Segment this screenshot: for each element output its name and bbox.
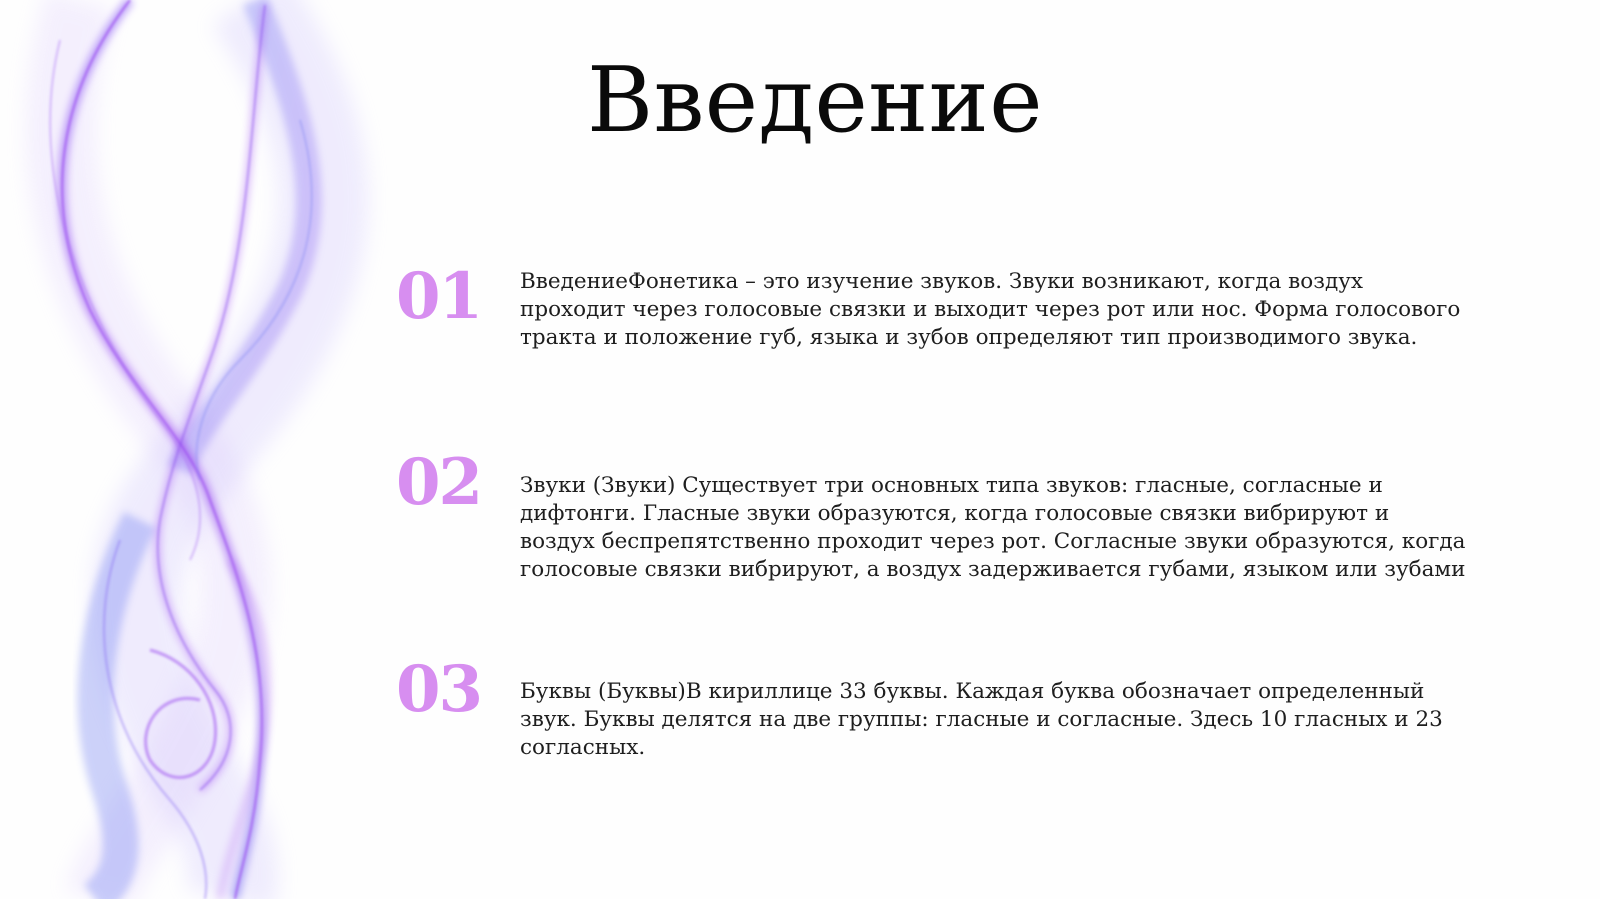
item-number: 03 bbox=[396, 652, 482, 727]
item-number: 02 bbox=[396, 445, 482, 520]
slide-title: Введение bbox=[587, 48, 1043, 153]
item-number: 01 bbox=[396, 259, 482, 334]
item-text: ВведениеФонетика – это изучение звуков. Звуки возникают, когда воздух проходит через голосовые связки и выходит через рот или нос. Форма голосового тракта и положение губ, языка и зубов определяют тип производимого звука. bbox=[520, 269, 1461, 350]
item-text: Буквы (Буквы)В кириллице 33 буквы. Каждая буква обозначает определенный звук. Буквы делятся на две группы: гласные и согласные. Здесь 10 гласных и 23 согласных. bbox=[520, 679, 1443, 760]
item-text: Звуки (Звуки) Существует три основных типа звуков: гласные, согласные и дифтонги. Гласные звуки образуются, когда голосовые связки вибрируют и воздух беспрепятственно проходит через рот. Согласные звуки образуются, когда голосовые связки вибрируют, а воздух задерживается губами, языком или зубами bbox=[520, 473, 1466, 582]
